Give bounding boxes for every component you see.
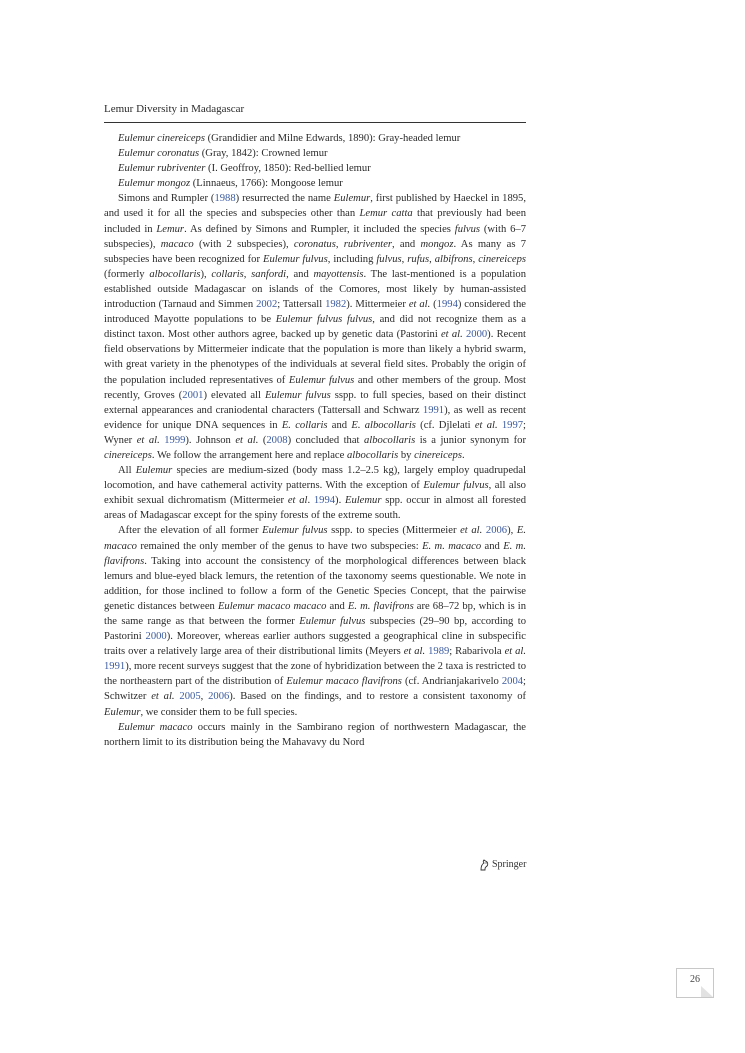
text-run: ; Wyner	[104, 419, 526, 446]
italic-term: et al.	[408, 299, 431, 311]
text-run: ). Johnson	[185, 434, 236, 446]
text-run: ) resurrected the name	[235, 193, 334, 205]
citation-link[interactable]: 2000	[145, 631, 167, 643]
header-rule	[104, 122, 526, 123]
text-run: by	[398, 449, 415, 461]
species-entry-mongoz: Eulemur mongoz (Linnaeus, 1766): Mongoose lemur	[118, 178, 343, 190]
italic-term: Eulemur	[104, 706, 141, 718]
text-run: ,	[200, 691, 209, 703]
italic-term: albifrons	[434, 253, 473, 265]
text-run: ; Rabarivola	[449, 646, 505, 658]
italic-term: Eulemur fulvus	[264, 389, 331, 401]
text-run: spp. occur in almost all forested areas of Madagascar except for the spiny forests of the extreme south.	[104, 495, 526, 522]
species-entry-cinereiceps: Eulemur cinereiceps (Grandidier and Milne Edwards, 1890): Gray-headed lemur	[118, 133, 461, 144]
text-run: ; Schwitzer	[104, 676, 526, 703]
running-head: Lemur Diversity in Madagascar	[104, 103, 245, 115]
italic-term: E. macaco	[104, 525, 527, 552]
italic-term: albocollaris	[149, 268, 201, 280]
text-run: (cf. Andrianjakarivelo	[401, 676, 502, 688]
italic-term: albocollaris	[346, 449, 399, 461]
italic-term: et al.	[235, 434, 259, 446]
text-run: ,	[243, 268, 252, 280]
text-run: Simons and Rumpler (	[118, 193, 215, 205]
citation-link[interactable]: 2004	[501, 676, 524, 688]
italic-term: Lemur	[156, 223, 185, 235]
text-run: ,	[335, 238, 344, 250]
citation-link[interactable]: 1982	[325, 299, 347, 311]
citation-link[interactable]: 1999	[164, 434, 186, 446]
text-run: , and	[392, 238, 421, 250]
text-run: and	[481, 540, 504, 552]
text-run: ), more recent surveys suggest that the zone of hybridization between the 2 taxa is restricted to the northeastern part of the distribution of	[104, 661, 526, 688]
italic-term: E. m. flavifrons	[104, 540, 526, 567]
text-run: ). Recent field observations by Mittermeier indicate that the population is more than likely a hybrid swarm, with great variety in the phenotypes of the individuals at several field sites. Probably the origin of the population included representatives of	[104, 329, 526, 386]
springer-horse-icon	[478, 859, 490, 871]
text-run: , all also exhibit sexual dichromatism (Mittermeier	[104, 480, 526, 507]
italic-term: et al	[287, 495, 308, 507]
text-run: ). Moreover, whereas earlier authors suggested a geographical cline in subspecific traits over a relatively large area of their distributional limits (Meyers	[104, 631, 526, 658]
text-run: All	[118, 465, 136, 477]
paragraph	[104, 191, 526, 463]
text-run: (cf. Djlelati	[415, 419, 475, 431]
species-entry-coronatus: Eulemur coronatus (Gray, 1842): Crowned lemur	[118, 148, 328, 160]
text-run: ),	[200, 268, 212, 280]
text-run: ) elevated all	[203, 389, 265, 401]
italic-term: et al.	[504, 646, 527, 658]
citation-link[interactable]: 1997	[501, 419, 524, 431]
italic-term: Eulemur	[333, 193, 371, 205]
italic-term: cinereiceps	[478, 253, 527, 265]
italic-term: E. collaris	[281, 419, 328, 431]
text-run: ). Based on the findings, and to restore a consistent taxonomy of	[229, 691, 527, 703]
italic-term: mongoz	[420, 238, 454, 250]
citation-link[interactable]: 1994	[436, 299, 458, 311]
citation-link[interactable]: 1991	[422, 404, 445, 416]
italic-term: macaco	[160, 238, 194, 250]
text-run: .	[307, 495, 314, 507]
citation-link[interactable]: 2006	[208, 691, 230, 703]
text-run: sspp. to species (Mittermeier	[327, 525, 461, 537]
paragraph	[104, 463, 526, 523]
citation-link[interactable]: 1991	[104, 661, 126, 673]
italic-term: Eulemur fulvus fulvus	[275, 314, 373, 326]
text-run: and other members of the group. Most recently, Groves (	[104, 374, 526, 401]
text-run: , including	[327, 253, 377, 265]
text-run: . As many as 7 subspecies have been recognized for	[104, 238, 526, 265]
italic-term: Lemur catta	[359, 208, 413, 220]
body-text	[104, 131, 526, 750]
italic-term: et al.	[403, 646, 426, 658]
text-run: ). Mittermeier	[346, 299, 409, 311]
text-run: ) concluded that	[287, 434, 364, 446]
page-number: 26	[690, 974, 700, 985]
page-number-badge	[676, 968, 714, 998]
text-run: (	[430, 299, 437, 311]
paragraph	[104, 523, 526, 719]
citation-link[interactable]: 2005	[179, 691, 201, 703]
italic-term: Eulemur fulvus	[262, 525, 328, 537]
italic-term: Eulemur fulvus	[423, 480, 489, 492]
text-run: is a junior synonym for	[415, 434, 526, 446]
text-run: , first published by Haeckel in 1895, and used it for all the species and subspecies other than	[104, 193, 526, 220]
text-run: occurs mainly in the Sambirano region of northwestern Madagascar, the northern limit to its distribution being the Mahavavy du Nord	[104, 721, 527, 748]
citation-link[interactable]: 2002	[256, 299, 278, 311]
italic-term: E. m. macaco	[422, 540, 482, 552]
text-run: (with 2 subspecies),	[193, 238, 294, 250]
italic-term: Eulemur fulvus	[299, 616, 366, 627]
italic-term: Eulemur fulvus	[262, 253, 328, 265]
text-run: . We follow the arrangement here and replace	[151, 449, 347, 461]
text-run: .	[461, 449, 465, 461]
citation-link[interactable]: 2008	[266, 434, 288, 446]
italic-term: fulvus	[454, 223, 481, 235]
text-run: subspecies (29–90 bp, according to Pastorini	[104, 616, 526, 643]
text-run: ,	[401, 253, 408, 265]
italic-term: rubriventer	[343, 238, 393, 250]
text-run: , and	[286, 268, 314, 280]
paragraph	[104, 720, 526, 750]
species-entry-rubriventer: Eulemur rubriventer (I. Geoffroy, 1850): Red-bellied lemur	[118, 163, 371, 175]
text-run: . Taking into account the consistency of the morphological differences between black lemurs and blue-eyed black lemurs, the retention of the taxonomy seems questionable. We note in addition, for those inclined to follow a form of the Genetic Species Concept, that the pairwise genetic distances between	[104, 555, 526, 612]
citation-link[interactable]: 2001	[182, 389, 204, 401]
text-run: ), as well as recent evidence for unique DNA sequences in	[104, 404, 526, 431]
italic-term: cinereiceps	[414, 449, 462, 461]
text-run: After the elevation of all former	[118, 525, 263, 537]
text-run: ,	[472, 253, 479, 265]
italic-term: E. albocollaris	[351, 419, 416, 431]
publisher-name: Springer	[492, 859, 527, 870]
italic-term: et al.	[474, 419, 498, 431]
italic-term: mayottensis	[313, 268, 364, 280]
page-curl-icon	[701, 986, 713, 997]
text-run: (formerly	[104, 268, 150, 280]
text-run: sspp. to full species, based on their distinct external appearances and craniodental characters (Tattersall and Schwarz	[104, 389, 527, 416]
italic-term: Eulemur macaco flavifrons	[286, 676, 402, 688]
italic-term: sanfordi	[251, 268, 287, 280]
text-run: (	[258, 434, 267, 446]
text-run: remained the only member of the genus to have two subspecies:	[136, 540, 423, 552]
italic-term: collaris	[211, 268, 244, 280]
italic-term: Eulemur macaco macaco	[217, 600, 327, 612]
italic-term: fulvus	[376, 253, 402, 265]
italic-term: et al.	[460, 525, 483, 537]
text-run: ,	[429, 253, 435, 265]
text-run: . The last-mentioned is a population established outside Madagascar on islands of the Comores, most likely by human-assisted introduction (Tarnaud and Simmen	[104, 268, 527, 311]
text-run: . As defined by Simons and Rumpler, it included the species	[184, 223, 455, 235]
italic-term: et al.	[136, 434, 160, 446]
publisher-logo	[478, 859, 526, 871]
italic-term: E. m. flavifrons	[347, 600, 414, 612]
citation-link[interactable]: 1988	[214, 193, 236, 205]
text-run: ) considered the introduced Mayotte populations to be	[104, 299, 527, 326]
italic-term: Eulemur fulvus	[288, 374, 355, 386]
italic-term: Eulemur	[135, 465, 173, 477]
text-run: , and did not recognize them as a distinct taxon. Most other authors agree, backed up by genetic data (Pastorini	[104, 314, 527, 341]
text-run: (with 6–7 subspecies),	[104, 223, 526, 250]
citation-link[interactable]: 2006	[485, 525, 508, 537]
citation-link[interactable]: 1989	[428, 646, 450, 658]
italic-term: albocollaris	[364, 434, 416, 446]
text-run: ).	[335, 495, 345, 507]
italic-term: cinereiceps	[104, 449, 152, 461]
text-run: species are medium-sized (body mass 1.2–2.5 kg), largely employ quadrupedal locomotion, and have cathemeral activity patterns. With the exception of	[104, 465, 526, 492]
text-run: ),	[507, 525, 517, 537]
citation-link[interactable]: 1994	[313, 495, 336, 507]
text-run: , we consider them to be full species.	[140, 706, 298, 718]
text-run: ; Tattersall	[277, 299, 326, 311]
text-run: are 68–72 bp, which is in the same range as that between the former	[104, 600, 527, 627]
text-run: that previously had been included in	[104, 208, 526, 235]
text-run: and	[326, 600, 348, 612]
italic-term: Eulemur macaco	[118, 721, 193, 733]
italic-term: coronatus	[293, 238, 336, 250]
italic-term: et al.	[151, 691, 175, 703]
italic-term: Eulemur	[344, 495, 382, 507]
italic-term: rufus	[407, 253, 430, 265]
italic-term: et al.	[440, 329, 463, 341]
citation-link[interactable]: 2000	[465, 329, 488, 341]
text-run: and	[327, 419, 352, 431]
